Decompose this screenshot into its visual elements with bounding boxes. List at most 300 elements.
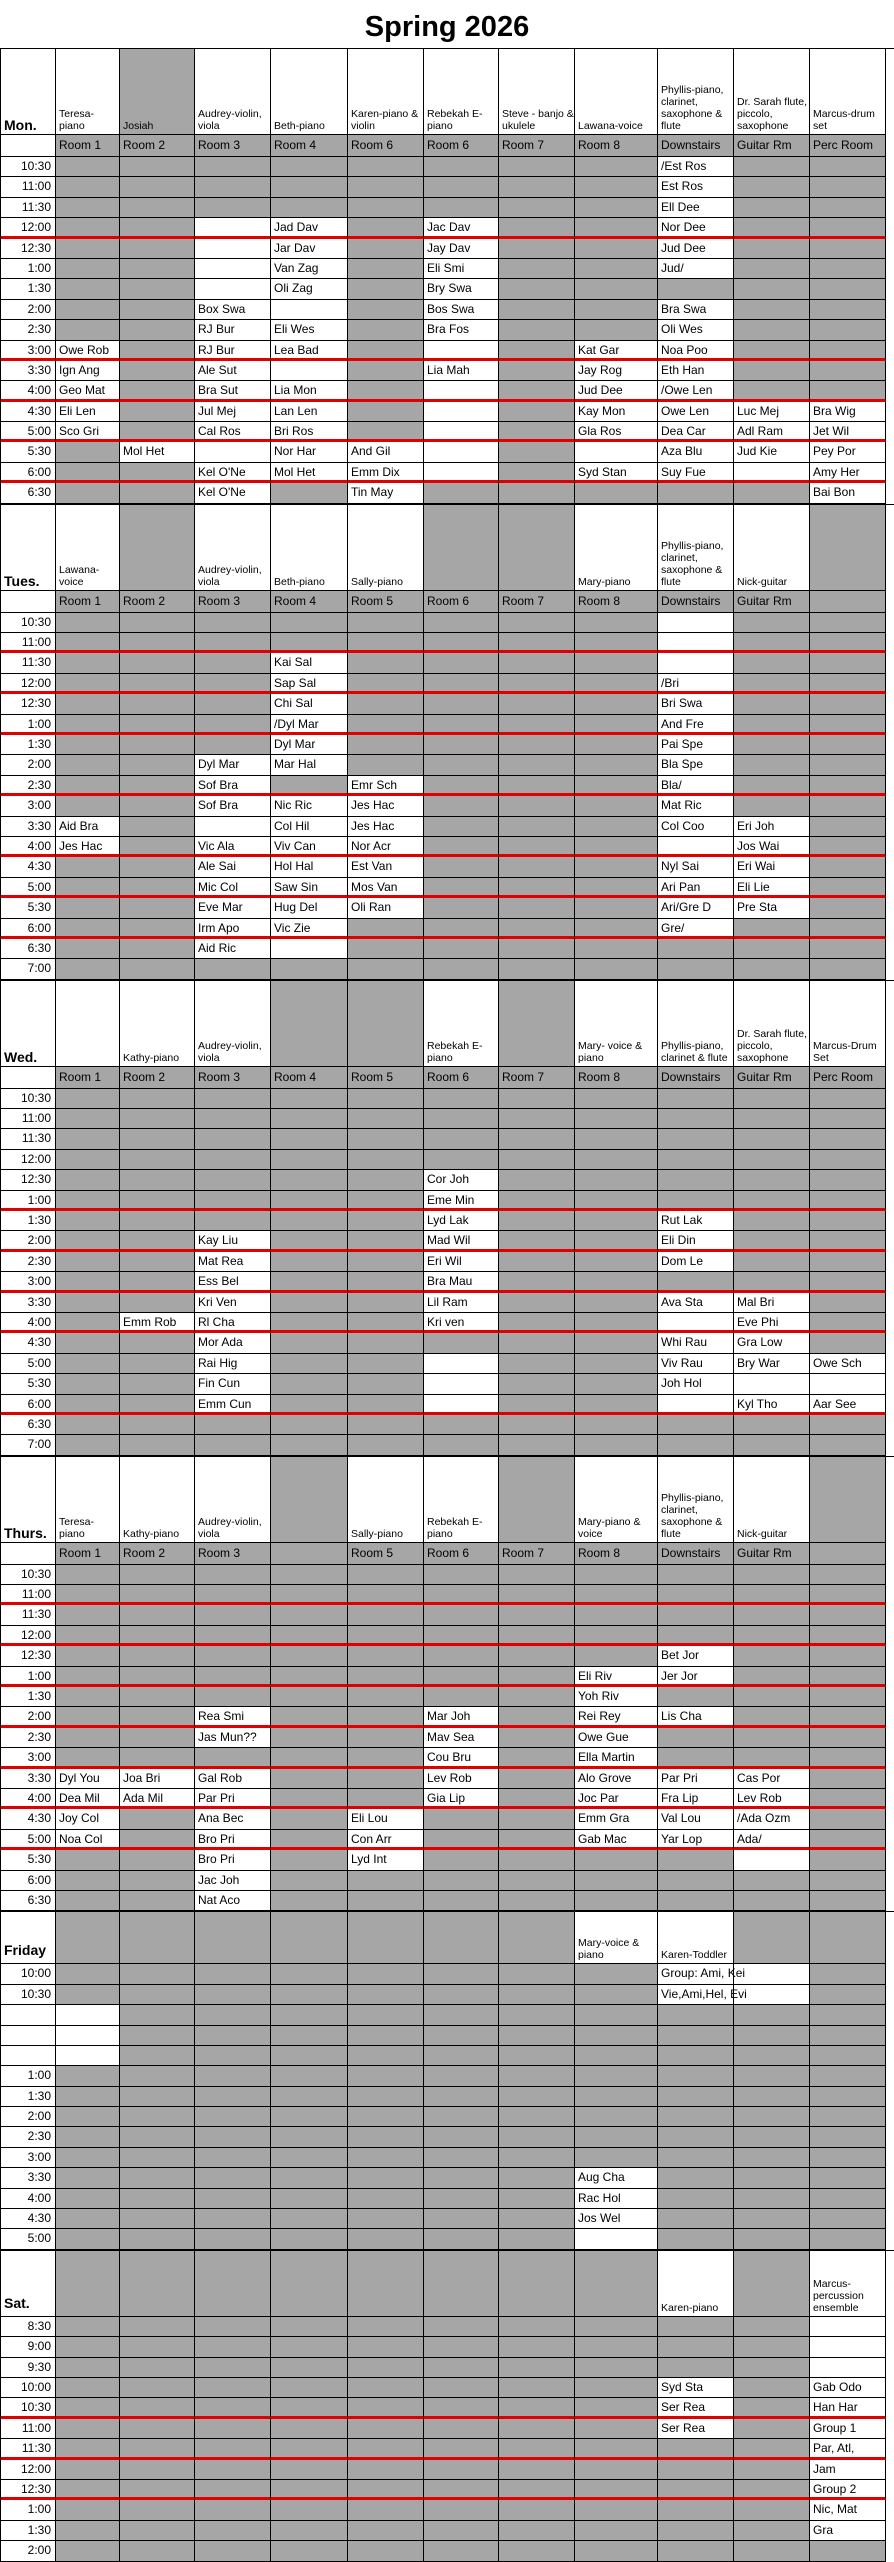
lesson-cell <box>575 1605 658 1625</box>
lesson-cell <box>56 1667 120 1687</box>
lesson-cell <box>424 177 499 197</box>
lesson-cell <box>734 2046 810 2066</box>
lesson-cell: Group 1 <box>810 2419 886 2439</box>
lesson-cell <box>734 715 810 735</box>
lesson-cell <box>734 613 810 633</box>
time-cell: 5:30 <box>1 1374 56 1394</box>
lesson-cell <box>120 1109 195 1129</box>
lesson-cell <box>658 837 734 857</box>
lesson-cell: Aar See <box>810 1395 886 1415</box>
lesson-cell <box>271 2066 348 2086</box>
teacher-header: Marcus-drum set <box>810 49 886 135</box>
lesson-cell <box>810 1707 886 1727</box>
lesson-cell <box>120 2046 195 2066</box>
lesson-cell <box>499 279 575 299</box>
lesson-cell <box>499 1170 575 1190</box>
lesson-cell <box>734 1129 810 1149</box>
lesson-cell <box>120 463 195 483</box>
lesson-cell <box>424 1626 499 1646</box>
lesson-cell <box>575 2087 658 2107</box>
lesson-cell <box>810 341 886 361</box>
lesson-cell <box>348 1789 424 1809</box>
lesson-cell <box>348 1728 424 1748</box>
lesson-cell <box>734 674 810 694</box>
lesson-cell: Rea Smi <box>195 1707 271 1727</box>
lesson-cell <box>810 198 886 218</box>
teacher-header <box>499 2251 575 2317</box>
lesson-cell: Jac Joh <box>195 1871 271 1891</box>
lesson-cell <box>575 1231 658 1251</box>
lesson-cell <box>56 2107 120 2127</box>
lesson-cell <box>575 1374 658 1394</box>
lesson-cell <box>195 2168 271 2188</box>
lesson-cell <box>658 1272 734 1292</box>
lesson-cell <box>348 1605 424 1625</box>
time-cell: 2:00 <box>1 2541 56 2561</box>
lesson-cell <box>499 2500 575 2520</box>
lesson-cell <box>810 1191 886 1211</box>
time-cell: 5:30 <box>1 442 56 462</box>
lesson-cell <box>424 776 499 796</box>
lesson-cell <box>499 1707 575 1727</box>
lesson-cell <box>734 2460 810 2480</box>
lesson-cell <box>734 1252 810 1272</box>
lesson-cell: Jar Dav <box>271 239 348 259</box>
teacher-header <box>271 1457 348 1543</box>
lesson-cell: Emm Cun <box>195 1395 271 1415</box>
time-cell: 4:30 <box>1 1809 56 1829</box>
lesson-cell: Saw Sin <box>271 878 348 898</box>
lesson-cell <box>195 2378 271 2398</box>
lesson-cell <box>499 1150 575 1170</box>
lesson-cell <box>810 694 886 714</box>
lesson-cell <box>810 2087 886 2107</box>
lesson-cell <box>424 1830 499 1850</box>
lesson-cell <box>195 1109 271 1129</box>
lesson-cell <box>120 613 195 633</box>
lesson-cell <box>348 959 424 979</box>
lesson-cell: Nat Aco <box>195 1891 271 1911</box>
lesson-cell <box>499 341 575 361</box>
lesson-cell <box>348 1964 424 1984</box>
lesson-cell <box>810 1748 886 1768</box>
lesson-cell <box>499 837 575 857</box>
lesson-cell <box>120 1646 195 1666</box>
teacher-header: Beth-piano <box>271 505 348 591</box>
lesson-cell <box>56 1850 120 1870</box>
lesson-cell <box>348 1891 424 1911</box>
lesson-cell <box>658 1565 734 1585</box>
lesson-cell <box>120 2521 195 2541</box>
lesson-cell: Luc Mej <box>734 402 810 422</box>
lesson-cell <box>424 463 499 483</box>
lesson-cell: Lia Mon <box>271 381 348 401</box>
lesson-cell <box>734 1646 810 1666</box>
lesson-cell <box>575 959 658 979</box>
lesson-cell <box>56 2209 120 2229</box>
lesson-cell <box>56 857 120 877</box>
lesson-cell <box>56 279 120 299</box>
lesson-cell <box>575 2439 658 2459</box>
lesson-cell <box>658 959 734 979</box>
lesson-cell: Gab Odo <box>810 2378 886 2398</box>
lesson-cell <box>195 2521 271 2541</box>
lesson-cell <box>575 177 658 197</box>
lesson-cell <box>348 1565 424 1585</box>
lesson-cell <box>734 1748 810 1768</box>
lesson-cell <box>56 2480 120 2500</box>
lesson-cell: Aug Cha <box>575 2168 658 2188</box>
lesson-cell <box>499 2107 575 2127</box>
lesson-cell <box>658 1089 734 1109</box>
lesson-cell <box>120 2005 195 2025</box>
lesson-cell <box>424 2541 499 2561</box>
lesson-cell <box>56 1354 120 1374</box>
lesson-cell <box>424 898 499 918</box>
teacher-header: Lawana-voice <box>575 49 658 135</box>
lesson-cell: Vie,Ami,Hel, Evi <box>658 1985 734 2005</box>
lesson-cell <box>120 857 195 877</box>
room-header: Room 4 <box>271 591 348 613</box>
lesson-cell <box>195 1667 271 1687</box>
time-cell: 3:00 <box>1 341 56 361</box>
time-cell: 1:00 <box>1 2500 56 2520</box>
lesson-cell: Est Van <box>348 857 424 877</box>
lesson-cell <box>424 1891 499 1911</box>
lesson-cell <box>575 2398 658 2418</box>
lesson-cell <box>120 1728 195 1748</box>
lesson-cell: Jos Wel <box>575 2209 658 2229</box>
lesson-cell <box>56 1252 120 1272</box>
lesson-cell <box>499 2439 575 2459</box>
lesson-cell <box>810 2107 886 2127</box>
lesson-cell <box>56 1191 120 1211</box>
lesson-cell <box>575 1293 658 1313</box>
lesson-cell: Gia Lip <box>424 1789 499 1809</box>
lesson-cell: And Gil <box>348 442 424 462</box>
lesson-cell <box>658 2460 734 2480</box>
time-cell: 6:00 <box>1 1871 56 1891</box>
lesson-cell <box>734 198 810 218</box>
lesson-cell <box>734 381 810 401</box>
lesson-cell <box>120 1150 195 1170</box>
lesson-cell <box>658 2046 734 2066</box>
time-cell: 9:30 <box>1 2358 56 2378</box>
lesson-cell <box>734 320 810 340</box>
lesson-cell <box>499 157 575 177</box>
lesson-cell <box>499 1871 575 1891</box>
lesson-cell: RJ Bur <box>195 341 271 361</box>
lesson-cell: Joy Col <box>56 1809 120 1829</box>
lesson-cell <box>499 198 575 218</box>
lesson-cell <box>348 2066 424 2086</box>
lesson-cell <box>734 1707 810 1727</box>
lesson-cell <box>120 1211 195 1231</box>
lesson-cell: Bri Swa <box>658 694 734 714</box>
lesson-cell <box>271 2541 348 2561</box>
teacher-header <box>499 1912 575 1964</box>
room-header: Room 1 <box>56 1543 120 1565</box>
teacher-header: Kathy-piano <box>120 981 195 1067</box>
lesson-cell <box>424 633 499 653</box>
teacher-header: Dr. Sarah flute, piccolo, saxophone <box>734 981 810 1067</box>
lesson-cell <box>120 157 195 177</box>
day-section <box>0 1456 894 1912</box>
lesson-cell <box>348 2337 424 2357</box>
lesson-cell <box>120 2541 195 2561</box>
lesson-cell <box>271 1089 348 1109</box>
lesson-cell <box>348 2317 424 2337</box>
lesson-cell <box>271 1646 348 1666</box>
lesson-cell: Ada Mil <box>120 1789 195 1809</box>
lesson-cell: Fra Lip <box>658 1789 734 1809</box>
teacher-header: Marcus-Drum Set <box>810 981 886 1067</box>
lesson-cell <box>348 755 424 775</box>
lesson-cell <box>120 279 195 299</box>
room-header: Room 7 <box>499 135 575 157</box>
lesson-cell <box>810 381 886 401</box>
lesson-cell <box>499 1089 575 1109</box>
lesson-cell <box>575 2005 658 2025</box>
lesson-cell <box>120 1985 195 2005</box>
lesson-cell <box>56 2189 120 2209</box>
lesson-cell <box>120 1707 195 1727</box>
lesson-cell <box>499 919 575 939</box>
lesson-cell <box>424 2127 499 2147</box>
lesson-cell <box>575 2127 658 2147</box>
lesson-cell <box>499 1252 575 1272</box>
lesson-cell: Gab Mac <box>575 1830 658 1850</box>
lesson-cell <box>658 2229 734 2249</box>
lesson-cell <box>734 1687 810 1707</box>
lesson-cell <box>195 2148 271 2168</box>
lesson-cell <box>120 1964 195 1984</box>
lesson-cell: Lia Mah <box>424 361 499 381</box>
lesson-cell: Mar Joh <box>424 1707 499 1727</box>
teacher-header <box>56 2251 120 2317</box>
lesson-cell <box>424 1646 499 1666</box>
lesson-cell <box>575 2541 658 2561</box>
lesson-cell <box>195 1089 271 1109</box>
lesson-cell <box>734 2148 810 2168</box>
room-header: Perc Room <box>810 135 886 157</box>
lesson-cell <box>810 2026 886 2046</box>
lesson-cell <box>810 2066 886 2086</box>
lesson-cell <box>575 2480 658 2500</box>
time-cell: 10:30 <box>1 1985 56 2005</box>
lesson-cell <box>56 898 120 918</box>
lesson-cell <box>195 1646 271 1666</box>
lesson-cell <box>499 1333 575 1353</box>
time-cell: 4:00 <box>1 2189 56 2209</box>
teacher-header: Rebekah E-piano <box>424 1457 499 1543</box>
lesson-cell: Kat Gar <box>575 341 658 361</box>
lesson-cell <box>120 653 195 673</box>
lesson-cell <box>195 633 271 653</box>
lesson-cell: Van Zag <box>271 259 348 279</box>
lesson-cell <box>424 2500 499 2520</box>
lesson-cell <box>424 2148 499 2168</box>
lesson-cell <box>348 919 424 939</box>
lesson-cell <box>56 653 120 673</box>
lesson-cell <box>348 1374 424 1394</box>
lesson-cell <box>575 735 658 755</box>
lesson-cell <box>271 2358 348 2378</box>
time-cell: 1:30 <box>1 2087 56 2107</box>
room-header: Room 8 <box>575 591 658 613</box>
lesson-cell: Kai Sal <box>271 653 348 673</box>
teacher-header <box>348 1912 424 1964</box>
lesson-cell <box>499 2480 575 2500</box>
lesson-cell: Syd Sta <box>658 2378 734 2398</box>
lesson-cell <box>56 1395 120 1415</box>
lesson-cell <box>810 2168 886 2188</box>
time-cell: 6:00 <box>1 463 56 483</box>
time-cell: 1:30 <box>1 1687 56 1707</box>
lesson-cell <box>810 1374 886 1394</box>
lesson-cell <box>575 857 658 877</box>
lesson-cell <box>56 1985 120 2005</box>
teacher-header <box>424 1912 499 1964</box>
time-cell: 5:00 <box>1 1354 56 1374</box>
lesson-cell <box>499 1191 575 1211</box>
lesson-cell <box>499 2127 575 2147</box>
lesson-cell <box>195 1170 271 1190</box>
lesson-cell: Box Swa <box>195 300 271 320</box>
lesson-cell <box>56 2419 120 2439</box>
lesson-cell <box>348 1354 424 1374</box>
room-header: Room 3 <box>195 135 271 157</box>
lesson-cell <box>575 776 658 796</box>
lesson-cell <box>810 1293 886 1313</box>
lesson-cell <box>575 1585 658 1605</box>
teacher-header <box>56 981 120 1067</box>
time-cell: 12:30 <box>1 694 56 714</box>
time-cell: 2:00 <box>1 1231 56 1251</box>
teacher-header: Mary-piano & voice <box>575 1457 658 1543</box>
teacher-header <box>348 981 424 1067</box>
lesson-cell <box>424 1585 499 1605</box>
time-cell: 11:30 <box>1 653 56 673</box>
lesson-cell <box>575 198 658 218</box>
lesson-cell: Mos Van <box>348 878 424 898</box>
time-cell: 11:30 <box>1 198 56 218</box>
lesson-cell <box>271 1985 348 2005</box>
lesson-cell <box>195 817 271 837</box>
lesson-cell: Aza Blu <box>658 442 734 462</box>
lesson-cell <box>271 1850 348 1870</box>
lesson-cell <box>195 2460 271 2480</box>
teacher-header: Rebekah E-piano <box>424 981 499 1067</box>
lesson-cell <box>810 2358 886 2378</box>
lesson-cell: Bai Bon <box>810 483 886 503</box>
lesson-cell: And Fre <box>658 715 734 735</box>
time-cell: 6:30 <box>1 939 56 959</box>
lesson-cell <box>195 1748 271 1768</box>
teacher-header: Audrey-violin, viola <box>195 505 271 591</box>
lesson-cell <box>348 1667 424 1687</box>
lesson-cell <box>56 1272 120 1292</box>
lesson-cell <box>810 796 886 816</box>
lesson-cell <box>499 239 575 259</box>
time-cell: 11:00 <box>1 633 56 653</box>
lesson-cell <box>734 463 810 483</box>
lesson-cell <box>120 2317 195 2337</box>
lesson-cell <box>499 1891 575 1911</box>
lesson-cell: Rai Hig <box>195 1354 271 1374</box>
schedule-grid <box>0 48 894 2562</box>
teacher-header: Mary-voice & piano <box>575 1912 658 1964</box>
lesson-cell: Lev Rob <box>424 1769 499 1789</box>
lesson-cell <box>499 1667 575 1687</box>
lesson-cell <box>120 898 195 918</box>
lesson-cell <box>271 939 348 959</box>
lesson-cell: /Dyl Mar <box>271 715 348 735</box>
lesson-cell <box>658 2358 734 2378</box>
lesson-cell <box>575 1252 658 1272</box>
lesson-cell <box>658 2189 734 2209</box>
lesson-cell <box>734 1374 810 1394</box>
lesson-cell <box>810 1605 886 1625</box>
teacher-header <box>271 2251 348 2317</box>
lesson-cell <box>348 2460 424 2480</box>
room-header: Downstairs <box>658 1543 734 1565</box>
time-cell: 3:00 <box>1 1272 56 1292</box>
time-cell: 10:00 <box>1 1964 56 1984</box>
lesson-cell <box>120 1374 195 1394</box>
lesson-cell <box>575 1891 658 1911</box>
lesson-cell <box>424 2460 499 2480</box>
teacher-header: Audrey-violin, viola <box>195 49 271 135</box>
lesson-cell <box>499 422 575 442</box>
lesson-cell <box>810 2229 886 2249</box>
lesson-cell <box>499 2398 575 2418</box>
lesson-cell <box>271 2168 348 2188</box>
lesson-cell <box>271 361 348 381</box>
lesson-cell <box>734 1728 810 1748</box>
lesson-cell: Col Hil <box>271 817 348 837</box>
room-header: Room 8 <box>575 1543 658 1565</box>
lesson-cell <box>810 674 886 694</box>
time-cell: 10:30 <box>1 1089 56 1109</box>
lesson-cell <box>499 613 575 633</box>
lesson-cell <box>120 959 195 979</box>
lesson-cell <box>424 1089 499 1109</box>
lesson-cell <box>271 2480 348 2500</box>
room-header: Room 3 <box>195 1543 271 1565</box>
lesson-cell: Kel O'Ne <box>195 463 271 483</box>
lesson-cell <box>56 939 120 959</box>
lesson-cell <box>575 1871 658 1891</box>
lesson-cell <box>810 1850 886 1870</box>
lesson-cell <box>424 796 499 816</box>
lesson-cell <box>499 2168 575 2188</box>
lesson-cell <box>56 1333 120 1353</box>
lesson-cell: Bra Mau <box>424 1272 499 1292</box>
time-cell: 5:30 <box>1 1850 56 1870</box>
lesson-cell <box>499 2229 575 2249</box>
lesson-cell <box>499 1272 575 1292</box>
lesson-cell <box>120 939 195 959</box>
lesson-cell <box>56 735 120 755</box>
lesson-cell <box>499 653 575 673</box>
lesson-cell: Mor Ada <box>195 1333 271 1353</box>
time-cell: 2:00 <box>1 755 56 775</box>
lesson-cell <box>499 939 575 959</box>
lesson-cell <box>348 157 424 177</box>
day-label: Friday <box>1 1912 56 1964</box>
lesson-cell <box>120 837 195 857</box>
